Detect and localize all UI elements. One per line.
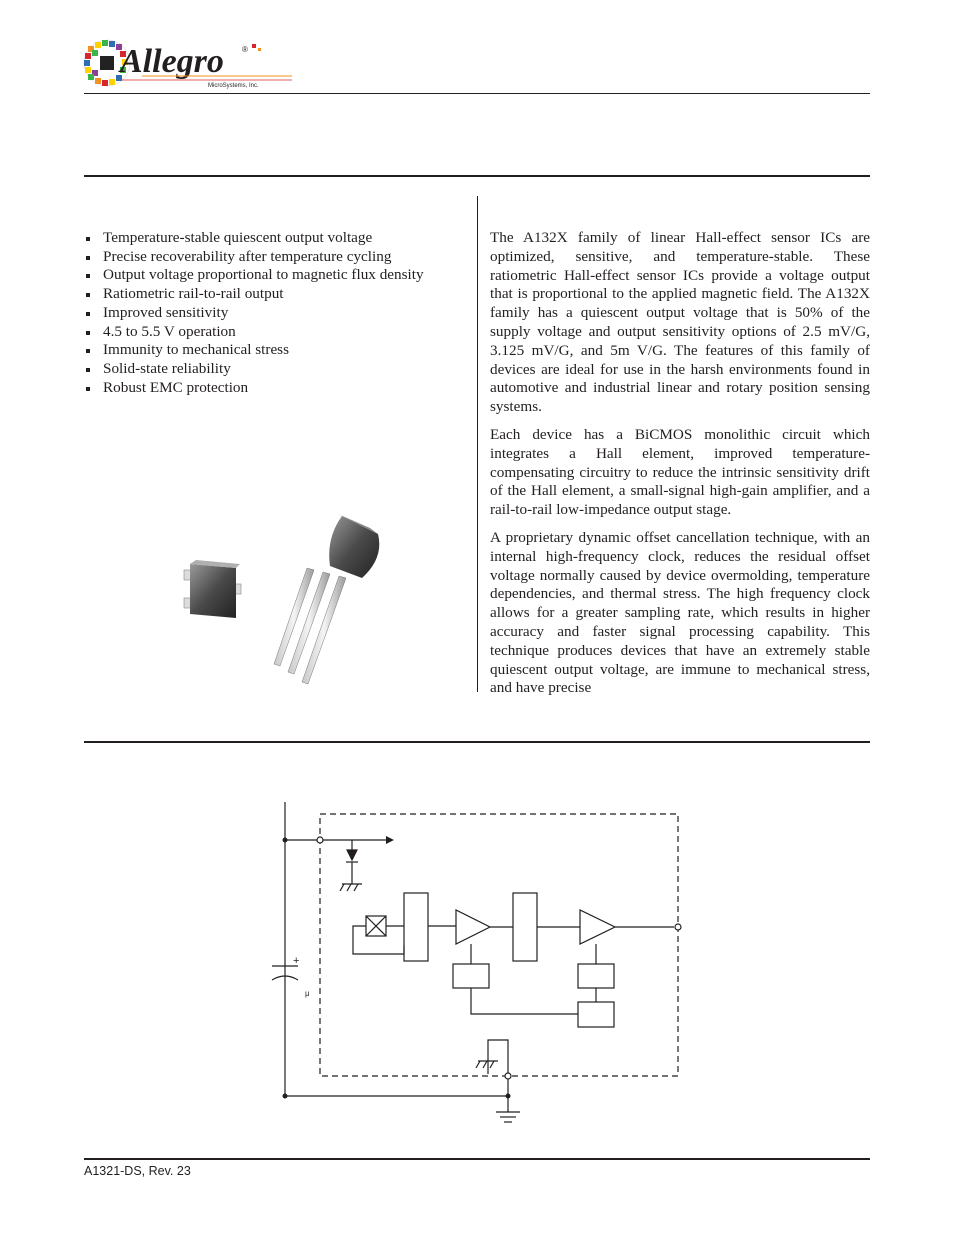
amplifier-icon [456, 910, 490, 944]
junction-dot [506, 1094, 511, 1099]
gnd-pin-icon [505, 1073, 511, 1079]
logo-sub: MicroSystems, Inc. [208, 83, 259, 89]
feature-item: Improved sensitivity [84, 304, 464, 323]
control-block [578, 1002, 614, 1027]
capacitor-mu-sign: μ [305, 989, 310, 998]
section-rule-top [84, 175, 870, 177]
feature-item: Output voltage proportional to magnetic flux density [84, 266, 464, 285]
junction-dot [283, 1094, 288, 1099]
logo-dot-red [252, 44, 256, 48]
junction-dot [283, 838, 288, 843]
functional-block-diagram [268, 796, 688, 1128]
capacitor-plus-sign: + [293, 955, 300, 967]
output-amplifier-icon [580, 910, 615, 944]
feature-item: Robust EMC protection [84, 379, 464, 398]
document-id: A1321-DS, Rev. 23 [84, 1164, 191, 1178]
feature-item: Solid-state reliability [84, 360, 464, 379]
vcc-pin-icon [317, 837, 323, 843]
features-list [84, 229, 464, 397]
dynamic-offset-block [404, 893, 428, 961]
trim-block [578, 964, 614, 988]
header-rule [84, 93, 870, 94]
section-rule-middle [84, 741, 870, 743]
feature-item: Precise recoverability after temperature cycling [84, 248, 464, 267]
description-paragraph: A proprietary dynamic offset cancellation technique, with an internal high-frequency clock, reduces the residual offset voltage normally caused by device overmolding, temperature dependencies, and thermal stress. The high frequency clock allows for a greater sampling rate, which results in higher accuracy and faster signal processing capability. This technique produces devices that have an extremely stable quiescent output voltage, are immune to mechanical stress, and have precise [490, 528, 870, 697]
logo-registered: ® [242, 45, 248, 54]
feature-item: Immunity to mechanical stress [84, 341, 464, 360]
feature-item: 4.5 to 5.5 V operation [84, 323, 464, 342]
vcc-arrow-icon [386, 836, 394, 844]
logo-word: Allegro [120, 43, 224, 80]
clock-block [453, 964, 489, 988]
package-outline [320, 814, 678, 1076]
description [490, 229, 870, 707]
sot-package-icon [184, 560, 241, 618]
package-photo [170, 508, 400, 688]
description-paragraph: Each device has a BiCMOS monolithic circuit which integrates a Hall element, improved temperature-compensating circuitry to reduce the intrinsic sensitivity drift of the Hall element, a small-signal high-gain amplifier, and a rail-to-rail low-impedance output stage. [490, 425, 870, 519]
feature-item: Ratiometric rail-to-rail output [84, 285, 464, 304]
feature-item: Temperature-stable quiescent output voltage [84, 229, 464, 248]
sip-package-icon [274, 514, 379, 684]
footer-rule [84, 1158, 870, 1160]
column-divider [477, 196, 478, 692]
filter-block [513, 893, 537, 961]
description-paragraph: The A132X family of linear Hall-effect sensor ICs are optimized, sensitive, and temperature-stable. These ratiometric Hall-effect sensor ICs provide a voltage output that is proportional to the applied magnetic field. The A132X family has a quiescent output voltage that is 50% of the supply voltage and output sensitivity options of 2.5 mV/G, 3.125 mV/G, and 5m V/G. The features of this family of devices are ideal for use in the harsh environments found in automotive and industrial linear and rotary position sensing systems. [490, 229, 870, 416]
vout-pin-icon [675, 924, 681, 930]
allegro-logo [82, 36, 294, 94]
logo-dot-orange [258, 48, 261, 51]
